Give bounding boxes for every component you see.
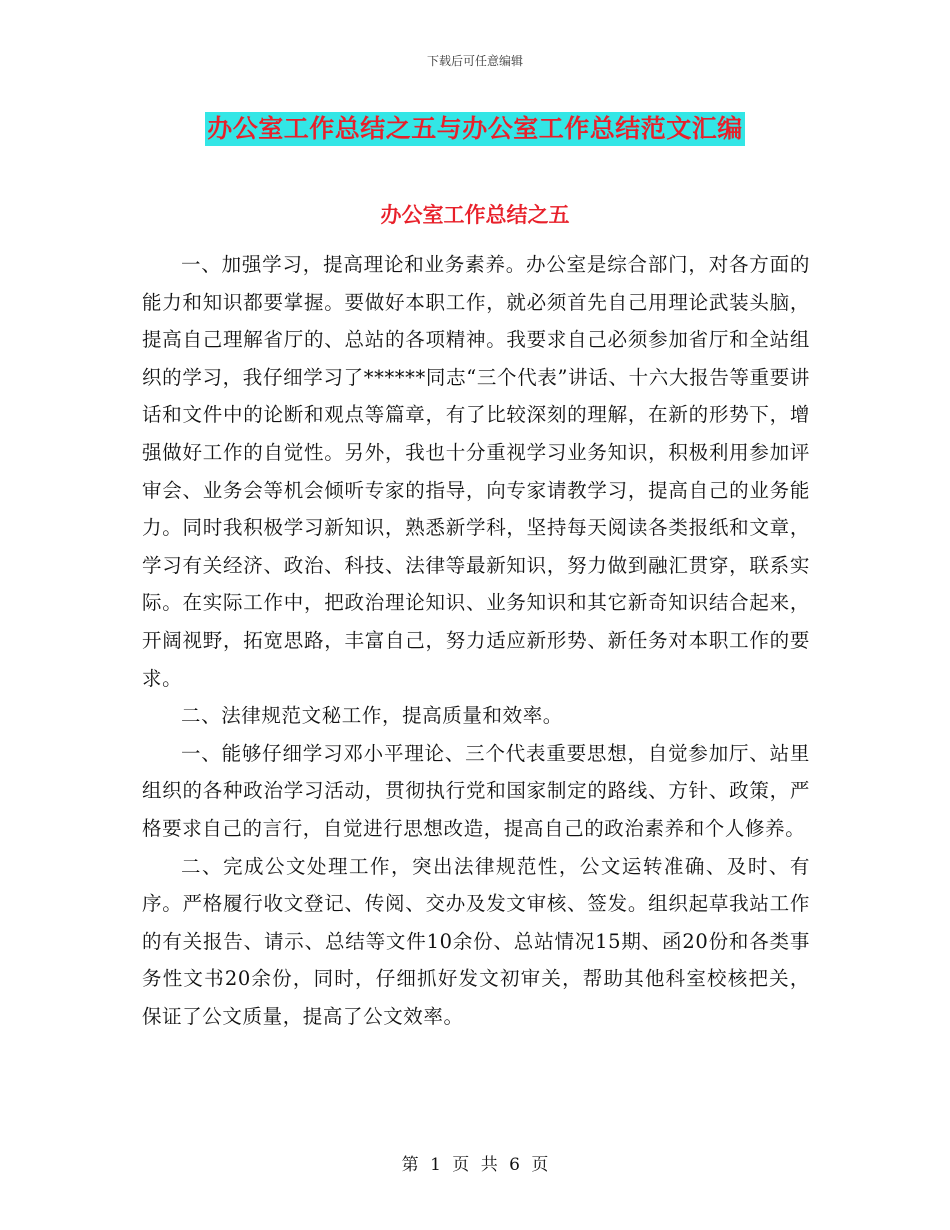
document-title-container [0,112,950,146]
document-body [142,246,810,1035]
page-header-note: 下载后可任意编辑 [426,54,523,68]
body-paragraph: 一、加强学习，提高理论和业务素养。办公室是综合部门，对各方面的能力和知识都要掌握。要做好本职工作，就必须首先自己用理论武装头脑，提高自己理解省厅的、总站的各项精神。我要求自己必须参加省厅和全站组织的学习，我仔细学习了******同志“三个代表”讲话、十六大报告等重要讲话和文件中的论断和观点等篇章，有了比较深刻的理解，在新的形势下，增强做好工作的自觉性。另外，我也十分重视学习业务知识，积极利用参加评审会、业务会等机会倾听专家的指导，向专家请教学习，提高自己的业务能力。同时我积极学习新知识，熟悉新学科，坚持每天阅读各类报纸和文章，学习有关经济、政治、科技、法律等最新知识，努力做到融汇贯穿，联系实际。在实际工作中，把政治理论知识、业务知识和其它新奇知识结合起来，开阔视野，拓宽思路，丰富自己，努力适应新形势、新任务对本职工作的要求。 [142,253,810,690]
body-paragraph: 二、法律规范文秘工作，提高质量和效率。 [181,704,563,728]
body-paragraph: 二、完成公文处理工作，突出法律规范性，公文运转准确、及时、有序。严格履行收文登记、传阅、交办及发文审核、签发。组织起草我站工作的有关报告、请示、总结等文件10余份、总站情况15期、函20份和各类事务性文书20余份，同时，仔细抓好发文初审关，帮助其他科室校核把关，保证了公文质量，提高了公文效率。 [142,854,810,1028]
document-title: 办公室工作总结之五与办公室工作总结范文汇编 [205,112,745,146]
section-title: 办公室工作总结之五 [380,203,570,227]
page-number-footer: 第 1 页 共 6 页 [401,1155,549,1175]
body-paragraph: 一、能够仔细学习邓小平理论、三个代表重要思想，自觉参加厅、站里组织的各种政治学习活动，贯彻执行党和国家制定的路线、方针、政策，严格要求自己的言行，自觉进行思想改造，提高自己的政治素养和个人修养。 [142,741,810,840]
